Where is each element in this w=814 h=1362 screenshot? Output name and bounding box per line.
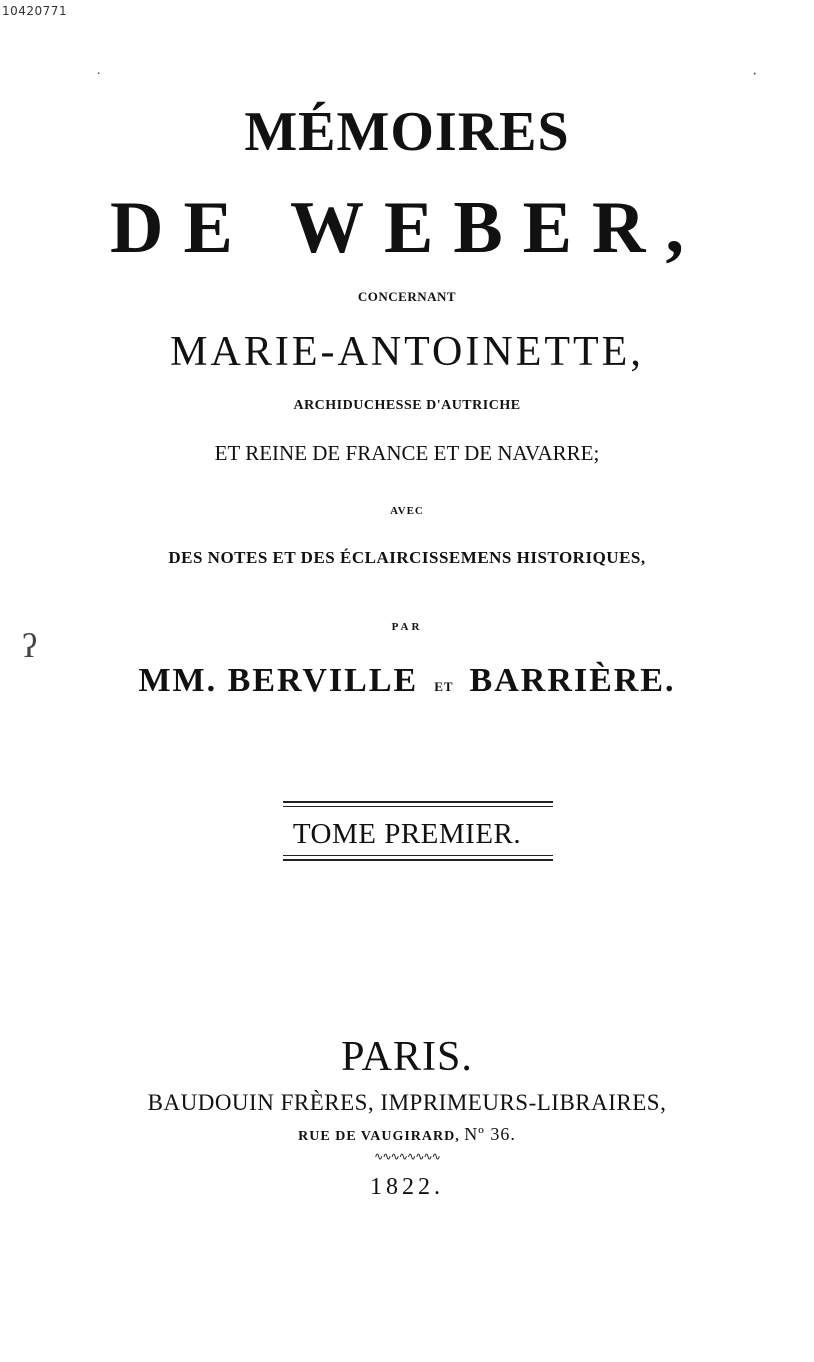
volume-label: TOME PREMIER. bbox=[292, 818, 522, 850]
avec-line: AVEC bbox=[390, 505, 424, 517]
author-conjunction: ET bbox=[434, 679, 454, 694]
ornament-divider: ∿∿∿∿∿∿∿∿ bbox=[374, 1151, 440, 1163]
subject-title-line-1: ARCHIDUCHESSE D'AUTRICHE bbox=[293, 398, 521, 413]
title-line-1: MÉMOIRES bbox=[244, 101, 570, 163]
authors-line bbox=[0, 662, 814, 700]
author-first: MM. BERVILLE bbox=[138, 662, 419, 699]
margin-bracket-mark: ʔ bbox=[22, 628, 38, 665]
imprint-address-line bbox=[0, 1124, 814, 1145]
scan-id-stamp: 10420771 bbox=[2, 4, 68, 18]
par-line: PAR bbox=[391, 621, 423, 633]
title-line-2: DE WEBER, bbox=[110, 187, 704, 269]
imprint-city: PARIS. bbox=[341, 1034, 473, 1080]
notes-line: DES NOTES ET DES ÉCLAIRCISSEMENS HISTORIQUES, bbox=[168, 548, 646, 567]
handwritten-mark: ˙ bbox=[96, 70, 102, 87]
imprint-year: 1822. bbox=[370, 1174, 444, 1200]
volume-rule-top bbox=[283, 801, 553, 807]
speck: · bbox=[752, 66, 758, 83]
subject-title-line-2: ET REINE DE FRANCE ET DE NAVARRE; bbox=[214, 441, 600, 465]
imprint-publisher: BAUDOUIN FRÈRES, IMPRIMEURS-LIBRAIRES, bbox=[147, 1090, 667, 1115]
author-second: BARRIÈRE. bbox=[469, 662, 676, 699]
imprint-address: RUE DE VAUGIRARD, bbox=[298, 1129, 460, 1144]
imprint-number: Nº 36. bbox=[464, 1124, 516, 1144]
volume-rule-bottom bbox=[283, 855, 553, 861]
subject-name: MARIE-ANTOINETTE, bbox=[170, 329, 644, 375]
concernant-line: CONCERNANT bbox=[357, 289, 457, 304]
